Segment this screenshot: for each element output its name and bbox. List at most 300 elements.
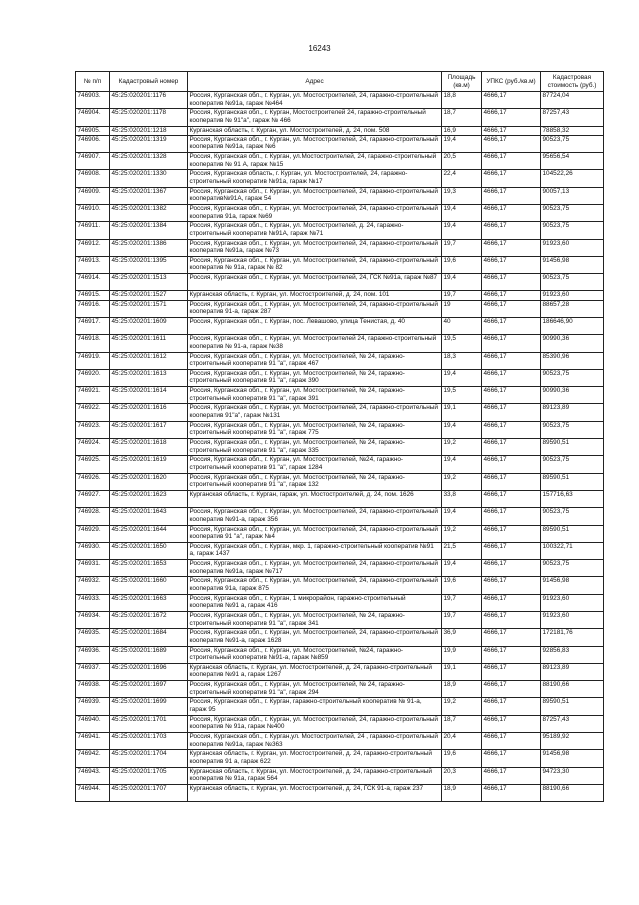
address-cell: Курганская область, г. Курган, ул. Мостостроителей, д. 24, пом. 508 [188,126,442,135]
cadastral-cost-cell: 95189,92 [541,733,604,750]
table-row [76,663,604,680]
upks-value-cell: 4666,17 [482,387,541,404]
address-cell: Россия, Курганская обл., г. Курган, Мостостроителей 24, гаражно-строительный кооператив № 91"а", гараж № 466 [188,109,442,126]
cadastral-number-cell: 45:25:020201:1395 [110,256,188,273]
address-cell: Россия, Курганская обл., г. Курган,ул. Мостостроителей, 24 , гаражно-строительный кооператив №91а, гараж №363 [188,733,442,750]
area-cell: 19,4 [442,204,482,221]
address-cell: Россия, Курганская обл., г. Курган, ул. Мостостроителей, №24, гаражно-строительный кооператив 91 "а", гараж 1284 [188,456,442,473]
row-number-cell: 746927. [76,490,110,507]
address-cell: Россия, Курганская обл., г. Курган, ул. Мостостроителей, № 24, гаражно-строительный кооператив 91 "а", гараж 775 [188,421,442,438]
cadastral-number-cell: 45:25:020201:1660 [110,577,188,594]
upks-value-cell: 4666,17 [482,750,541,767]
cadastral-number-cell: 45:25:020201:1653 [110,560,188,577]
address-cell: Курганская область, г. Курган, ул. Мостостроителей, д. 24, гаражно-строительный кооператив №91 а, гараж 1267 [188,663,442,680]
row-number-cell: 746935. [76,629,110,646]
cadastral-number-cell: 45:25:020201:1367 [110,187,188,204]
row-number-cell: 746915. [76,291,110,300]
upks-value-cell: 4666,17 [482,525,541,542]
table-row [76,473,604,490]
cadastral-cost-cell: 88657,28 [541,300,604,317]
cadastral-number-cell: 45:25:020201:1644 [110,525,188,542]
row-number-cell: 746936. [76,646,110,663]
upks-value-cell: 4666,17 [482,153,541,170]
cadastral-cost-cell: 100322,71 [541,542,604,559]
cadastral-number-cell: 45:25:020201:1178 [110,109,188,126]
row-number-cell: 746939. [76,698,110,715]
column-header-upks: УПКС (руб./кв.м) [482,72,541,92]
upks-value-cell: 4666,17 [482,109,541,126]
upks-value-cell: 4666,17 [482,204,541,221]
area-cell: 19,6 [442,577,482,594]
table-row [76,611,604,628]
area-cell: 18,7 [442,715,482,732]
address-cell: Курганская область, г. Курган, гараж, ул. Мостостроителей, д. 24, пом. 1626 [188,490,442,507]
column-header-cadastral-cost: Кадастровая стоимость (руб.) [541,72,604,92]
table-row [76,387,604,404]
row-number-cell: 746916. [76,300,110,317]
upks-value-cell: 4666,17 [482,490,541,507]
upks-value-cell: 4666,17 [482,300,541,317]
upks-value-cell: 4666,17 [482,698,541,715]
area-cell: 19,2 [442,698,482,715]
cadastral-cost-cell: 89590,51 [541,698,604,715]
upks-value-cell: 4666,17 [482,542,541,559]
address-cell: Россия, Курганская обл., г. Курган, ул. Мостостроителей, 24, гаражно-строительный кооператив №91а, гараж №6 [188,135,442,152]
cadastral-number-cell: 45:25:020201:1701 [110,715,188,732]
row-number-cell: 746925. [76,456,110,473]
address-cell: Россия, Курганская обл., г. Курган, ул. Мостостроителей, 24, ГСК №91а, гараж №87 [188,274,442,291]
area-cell: 19,4 [442,369,482,386]
area-cell: 19,2 [442,473,482,490]
area-cell: 18,9 [442,681,482,698]
cadastral-number-cell: 45:25:020201:1386 [110,239,188,256]
area-cell: 19,7 [442,594,482,611]
row-number-cell: 746906. [76,135,110,152]
upks-value-cell: 4666,17 [482,126,541,135]
table-row [76,291,604,300]
row-number-cell: 746940. [76,715,110,732]
upks-value-cell: 4666,17 [482,715,541,732]
column-header-area: Площадь (кв.м) [442,72,482,92]
cadastral-cost-cell: 90523,75 [541,560,604,577]
address-cell: Курганская область, г. Курган, ул. Мостостроителей, д. 24, пом. 101 [188,291,442,300]
table-row [76,109,604,126]
cadastral-number-cell: 45:25:020201:1650 [110,542,188,559]
area-cell: 19,9 [442,646,482,663]
upks-value-cell: 4666,17 [482,187,541,204]
cadastral-cost-cell: 94723,30 [541,767,604,784]
row-number-cell: 746903. [76,92,110,109]
column-header-address: Адрес [188,72,442,92]
row-number-cell: 746943. [76,767,110,784]
upks-value-cell: 4666,17 [482,222,541,239]
cadastral-number-cell: 45:25:020201:1697 [110,681,188,698]
table-row [76,698,604,715]
table-row [76,404,604,421]
cadastral-cost-cell: 95656,54 [541,153,604,170]
cadastral-cost-cell: 89590,51 [541,439,604,456]
cadastral-cost-cell: 172181,76 [541,629,604,646]
upks-value-cell: 4666,17 [482,577,541,594]
area-cell: 40 [442,317,482,334]
table-row [76,170,604,187]
address-cell: Россия, Курганская обл., г. Курган, 1 микрорайон, гаражно-строительный кооператив №91 а, гараж 416 [188,594,442,611]
address-cell: Россия, Курганская обл., г. Курган, ул.Мостостроителей, 24, гаражно-строительный кооператив № 91 А, гараж №15 [188,153,442,170]
table-row [76,560,604,577]
row-number-cell: 746922. [76,404,110,421]
upks-value-cell: 4666,17 [482,404,541,421]
cadastral-cost-cell: 91923,60 [541,594,604,611]
address-cell: Курганская область, г. Курган, ул. Мостостроителей, д. 24, гаражно-строительный кооператив № 91а, гараж 564 [188,767,442,784]
cadastral-cost-cell: 87257,43 [541,109,604,126]
cadastral-number-cell: 45:25:020201:1623 [110,490,188,507]
row-number-cell: 746904. [76,109,110,126]
cadastral-number-cell: 45:25:020201:1705 [110,767,188,784]
cadastral-cost-cell: 89123,89 [541,663,604,680]
upks-value-cell: 4666,17 [482,629,541,646]
cadastral-number-cell: 45:25:020201:1527 [110,291,188,300]
address-cell: Россия, Курганская область, г. Курган, ул. Мостостроителей, 24, гаражно-строительный кооператив №91а, гараж №17 [188,170,442,187]
row-number-cell: 746931. [76,560,110,577]
upks-value-cell: 4666,17 [482,456,541,473]
row-number-cell: 746911. [76,222,110,239]
table-row [76,750,604,767]
cadastral-cost-cell: 90523,75 [541,421,604,438]
area-cell: 19,1 [442,663,482,680]
row-number-cell: 746928. [76,508,110,525]
address-cell: Россия, Курганская обл., г. Курган, ул. Мостостроителей, 24, гаражно-строительный кооператив №91-а, гараж 356 [188,508,442,525]
row-number-cell: 746921. [76,387,110,404]
upks-value-cell: 4666,17 [482,170,541,187]
cadastral-cost-cell: 87724,04 [541,92,604,109]
address-cell: Россия, Курганская обл., г. Курган, ул. Мостостроителей, д. 24, гаражно-строительный кооператив №91А, гараж №71 [188,222,442,239]
address-cell: Россия, Курганская обл., г. Курган, ул. Мостостроителей, 24, гаражно-строительный кооператив № 91а, гараж № 82 [188,256,442,273]
table-row [76,317,604,334]
area-cell: 36,9 [442,629,482,646]
row-number-cell: 746924. [76,439,110,456]
row-number-cell: 746913. [76,256,110,273]
cadastral-cost-cell: 91923,60 [541,291,604,300]
address-cell: Курганская область, г. Курган, ул. Мостостроителей, д. 24, гаражно-строительный кооператив 91 а, гараж 622 [188,750,442,767]
area-cell: 19,4 [442,222,482,239]
cadastral-number-cell: 45:25:020201:1328 [110,153,188,170]
address-cell: Россия, Курганская обл., г. Курган, ул. Мостостроителей, № 24, гаражно-строительный кооператив 91 "а", гараж 341 [188,611,442,628]
table-row [76,335,604,352]
area-cell: 19,6 [442,256,482,273]
table-row [76,222,604,239]
cadastral-cost-cell: 88190,66 [541,784,604,801]
table-row [76,646,604,663]
upks-value-cell: 4666,17 [482,594,541,611]
cadastral-number-cell: 45:25:020201:1176 [110,92,188,109]
row-number-cell: 746933. [76,594,110,611]
cadastral-cost-cell: 90523,75 [541,222,604,239]
row-number-cell: 746929. [76,525,110,542]
cadastral-number-cell: 45:25:020201:1571 [110,300,188,317]
row-number-cell: 746920. [76,369,110,386]
upks-value-cell: 4666,17 [482,135,541,152]
table-row [76,715,604,732]
cadastral-number-cell: 45:25:020201:1330 [110,170,188,187]
upks-value-cell: 4666,17 [482,92,541,109]
cadastral-number-cell: 45:25:020201:1703 [110,733,188,750]
address-cell: Россия, Курганская обл., г. Курган, ул. Мостостроителей, № 24, гаражно-строительный кооператив 91 "а", гараж 391 [188,387,442,404]
area-cell: 22,4 [442,170,482,187]
address-cell: Россия, Курганская обл., г. Курган, ул. Мостостроителей, 24, гаражно-строительный кооператив№91А, гараж 54 [188,187,442,204]
cadastral-cost-cell: 89590,51 [541,473,604,490]
row-number-cell: 746905. [76,126,110,135]
cadastral-cost-cell: 90523,75 [541,508,604,525]
cadastral-cost-cell: 89123,89 [541,404,604,421]
cadastral-cost-cell: 90523,75 [541,456,604,473]
address-cell: Россия, Курганская обл., г. Курган, ул. Мостостроителей, №24, гаражно-строительный кооператив №91-а, гараж №859 [188,646,442,663]
cadastral-cost-cell: 90523,75 [541,369,604,386]
area-cell: 20,3 [442,767,482,784]
cadastral-cost-cell: 157716,63 [541,490,604,507]
table-row [76,542,604,559]
address-cell: Россия, Курганская обл., г. Курган, ул. Мостостроителей, 24, гаражно-строительный кооператив 91 "а", гараж №4 [188,525,442,542]
area-cell: 19,4 [442,508,482,525]
cadastral-number-cell: 45:25:020201:1704 [110,750,188,767]
cadastral-number-cell: 45:25:020201:1707 [110,784,188,801]
table-row [76,369,604,386]
cadastral-number-cell: 45:25:020201:1618 [110,439,188,456]
table-row [76,767,604,784]
table-row [76,456,604,473]
row-number-cell: 746937. [76,663,110,680]
table-row [76,681,604,698]
upks-value-cell: 4666,17 [482,421,541,438]
column-header-number: № п/п [76,72,110,92]
area-cell: 19,5 [442,335,482,352]
upks-value-cell: 4666,17 [482,767,541,784]
cadastral-number-cell: 45:25:020201:1620 [110,473,188,490]
cadastral-cost-cell: 89590,51 [541,525,604,542]
area-cell: 19,4 [442,274,482,291]
upks-value-cell: 4666,17 [482,733,541,750]
upks-value-cell: 4666,17 [482,317,541,334]
row-number-cell: 746930. [76,542,110,559]
cadastral-cost-cell: 88190,66 [541,681,604,698]
row-number-cell: 746908. [76,170,110,187]
area-cell: 19,1 [442,404,482,421]
table-row [76,508,604,525]
address-cell: Россия, Курганская обл., г. Курган, ул. Мостостроителей, 24, гаражно-строительный кооператив № 91а, гараж №400 [188,715,442,732]
row-number-cell: 746934. [76,611,110,628]
upks-value-cell: 4666,17 [482,291,541,300]
area-cell: 19,4 [442,421,482,438]
cadastral-number-cell: 45:25:020201:1672 [110,611,188,628]
table-row [76,256,604,273]
table-row [76,352,604,369]
cadastral-number-cell: 45:25:020201:1616 [110,404,188,421]
cadastral-number-cell: 45:25:020201:1218 [110,126,188,135]
upks-value-cell: 4666,17 [482,473,541,490]
address-cell: Россия, Курганская обл., г. Курган, ул. Мостостроителей, 24, гаражно-строительный кооператив 91а, гараж №69 [188,204,442,221]
table-row [76,126,604,135]
cadastral-cost-cell: 91456,98 [541,577,604,594]
cadastral-cost-cell: 91456,98 [541,256,604,273]
row-number-cell: 746938. [76,681,110,698]
table-row [76,629,604,646]
cadastral-number-cell: 45:25:020201:1382 [110,204,188,221]
table-row [76,135,604,152]
table-row [76,92,604,109]
area-cell: 19,7 [442,239,482,256]
address-cell: Россия, Курганская обл., г. Курган, ул. Мостостроителей, № 24, гаражно-строительный кооператив 91 "а", гараж 467 [188,352,442,369]
upks-value-cell: 4666,17 [482,663,541,680]
cadastral-number-cell: 45:25:020201:1643 [110,508,188,525]
cadastral-cost-cell: 104522,26 [541,170,604,187]
table-row [76,490,604,507]
address-cell: Россия, Курганская обл., г. Курган, ул. Мостостроителей, 24, гаражно-строительный кооператив №91а, гараж №464 [188,92,442,109]
table-row [76,577,604,594]
row-number-cell: 746909. [76,187,110,204]
upks-value-cell: 4666,17 [482,369,541,386]
cadastral-cost-cell: 91923,60 [541,611,604,628]
cadastral-number-cell: 45:25:020201:1689 [110,646,188,663]
address-cell: Россия, Курганская обл., г. Курган, ул. Мостостроителей, 24, гаражно-строительный кооператив 91а, гараж 875 [188,577,442,594]
address-cell: Россия, Курганская обл., г. Курган, ул. Мостостроителей, № 24, гаражно-строительный кооператив 91 "а", гараж 335 [188,439,442,456]
table-row [76,153,604,170]
area-cell: 19,7 [442,291,482,300]
table-row [76,439,604,456]
table-row [76,784,604,801]
upks-value-cell: 4666,17 [482,611,541,628]
cadastral-cost-cell: 90057,13 [541,187,604,204]
upks-value-cell: 4666,17 [482,335,541,352]
cadastral-number-cell: 45:25:020201:1619 [110,456,188,473]
cadastral-number-cell: 45:25:020201:1319 [110,135,188,152]
upks-value-cell: 4666,17 [482,439,541,456]
row-number-cell: 746910. [76,204,110,221]
address-cell: Россия, Курганская обл., г. Курган, ул. Мостостроителей, № 24, гаражно-строительный кооператив 91 "а", гараж 294 [188,681,442,698]
area-cell: 18,3 [442,352,482,369]
row-number-cell: 746914. [76,274,110,291]
upks-value-cell: 4666,17 [482,274,541,291]
table-row [76,204,604,221]
area-cell: 33,8 [442,490,482,507]
cadastral-number-cell: 45:25:020201:1614 [110,387,188,404]
address-cell: Россия, Курганская обл., г. Курган, пос. Левашово, улица Тенистая, д. 40 [188,317,442,334]
table-header-row [76,72,604,92]
cadastral-cost-cell: 90523,75 [541,204,604,221]
table-row [76,594,604,611]
cadastral-cost-cell: 78858,32 [541,126,604,135]
table-row [76,187,604,204]
cadastral-number-cell: 45:25:020201:1611 [110,335,188,352]
area-cell: 19,3 [442,187,482,204]
table-row [76,525,604,542]
area-cell: 20,5 [442,153,482,170]
area-cell: 18,7 [442,109,482,126]
cadastral-cost-cell: 90523,75 [541,274,604,291]
address-cell: Россия, Курганская обл., г. Курган, ул. Мостостроителей, 24, гаражно-строительный кооператив 91-а, гараж 287 [188,300,442,317]
address-cell: Россия, Курганская обл., г. Курган, ул. Мостостроителей, 24, гаражно-строительный кооператив №91а, гараж №717 [188,560,442,577]
cadastral-cost-cell: 90523,75 [541,135,604,152]
row-number-cell: 746923. [76,421,110,438]
table-row [76,274,604,291]
upks-value-cell: 4666,17 [482,352,541,369]
cadastral-number-cell: 45:25:020201:1684 [110,629,188,646]
area-cell: 19,4 [442,456,482,473]
cadastral-cost-cell: 91456,98 [541,750,604,767]
address-cell: Россия, Курганская обл., г. Курган, ул. Мостостроителей, 24, гаражно-строительный кооператив №91-а, гараж 1628 [188,629,442,646]
upks-value-cell: 4666,17 [482,560,541,577]
address-cell: Курганская область, г. Курган, ул. Мостостроителей, д. 24, ГСК 91-а, гараж 237 [188,784,442,801]
cadastral-number-cell: 45:25:020201:1617 [110,421,188,438]
area-cell: 19,4 [442,135,482,152]
cadastral-number-cell: 45:25:020201:1699 [110,698,188,715]
cadastral-number-cell: 45:25:020201:1696 [110,663,188,680]
area-cell: 19,4 [442,560,482,577]
area-cell: 19 [442,300,482,317]
row-number-cell: 746941. [76,733,110,750]
row-number-cell: 746942. [76,750,110,767]
cadastral-cost-cell: 85390,96 [541,352,604,369]
row-number-cell: 746932. [76,577,110,594]
row-number-cell: 746912. [76,239,110,256]
cadastral-number-cell: 45:25:020201:1613 [110,369,188,386]
cadastral-number-cell: 45:25:020201:1609 [110,317,188,334]
table-row [76,421,604,438]
row-number-cell: 746917. [76,317,110,334]
address-cell: Россия, Курганская обл., г. Курган, ул. Мостостроителей, 24, гаражно-строительный кооператив 91"а", гараж №131 [188,404,442,421]
address-cell: Россия, Курганская обл., г. Курган, ул. Мостостроителей, № 24, гаражно-строительный кооператив 91 "а", гараж 390 [188,369,442,386]
area-cell: 19,5 [442,387,482,404]
area-cell: 19,2 [442,525,482,542]
cadastral-cost-cell: 92856,83 [541,646,604,663]
area-cell: 18,8 [442,92,482,109]
area-cell: 19,6 [442,750,482,767]
row-number-cell: 746926. [76,473,110,490]
cadastral-number-cell: 45:25:020201:1612 [110,352,188,369]
table-row [76,239,604,256]
address-cell: Россия, Курганская обл., г. Курган, гаражно-строительный кооператив № 91-а, гараж 95 [188,698,442,715]
upks-value-cell: 4666,17 [482,681,541,698]
cadastral-number-cell: 45:25:020201:1513 [110,274,188,291]
cadastral-cost-cell: 91923,60 [541,239,604,256]
cadastral-cost-cell: 90990,36 [541,335,604,352]
address-cell: Россия, Курганская обл., г. Курган, ул. Мостостроителей, № 24, гаражно-строительный кооператив 91 "а", гараж 132 [188,473,442,490]
address-cell: Россия, Курганская обл., г. Курган, мкр. 1, гаражно-строительный кооператив №91 а, гараж 1437 [188,542,442,559]
address-cell: Россия, Курганская обл., г. Курган, ул. Мостостроителей 24, гаражно-строительный кооператив № 91-а, гараж №38 [188,335,442,352]
area-cell: 20,4 [442,733,482,750]
cadastral-cost-cell: 87257,43 [541,715,604,732]
row-number-cell: 746944. [76,784,110,801]
area-cell: 16,9 [442,126,482,135]
upks-value-cell: 4666,17 [482,646,541,663]
cadastral-number-cell: 45:25:020201:1384 [110,222,188,239]
upks-value-cell: 4666,17 [482,784,541,801]
area-cell: 19,7 [442,611,482,628]
row-number-cell: 746907. [76,153,110,170]
upks-value-cell: 4666,17 [482,239,541,256]
row-number-cell: 746919. [76,352,110,369]
cadastral-cost-cell: 186646,90 [541,317,604,334]
page-number: 16243 [308,44,331,53]
table-row [76,733,604,750]
cadastral-table [75,71,604,802]
area-cell: 19,2 [442,439,482,456]
table-row [76,300,604,317]
cadastral-cost-cell: 90990,36 [541,387,604,404]
column-header-cadastral-number: Кадастровый номер [110,72,188,92]
area-cell: 21,5 [442,542,482,559]
row-number-cell: 746918. [76,335,110,352]
cadastral-number-cell: 45:25:020201:1663 [110,594,188,611]
upks-value-cell: 4666,17 [482,256,541,273]
